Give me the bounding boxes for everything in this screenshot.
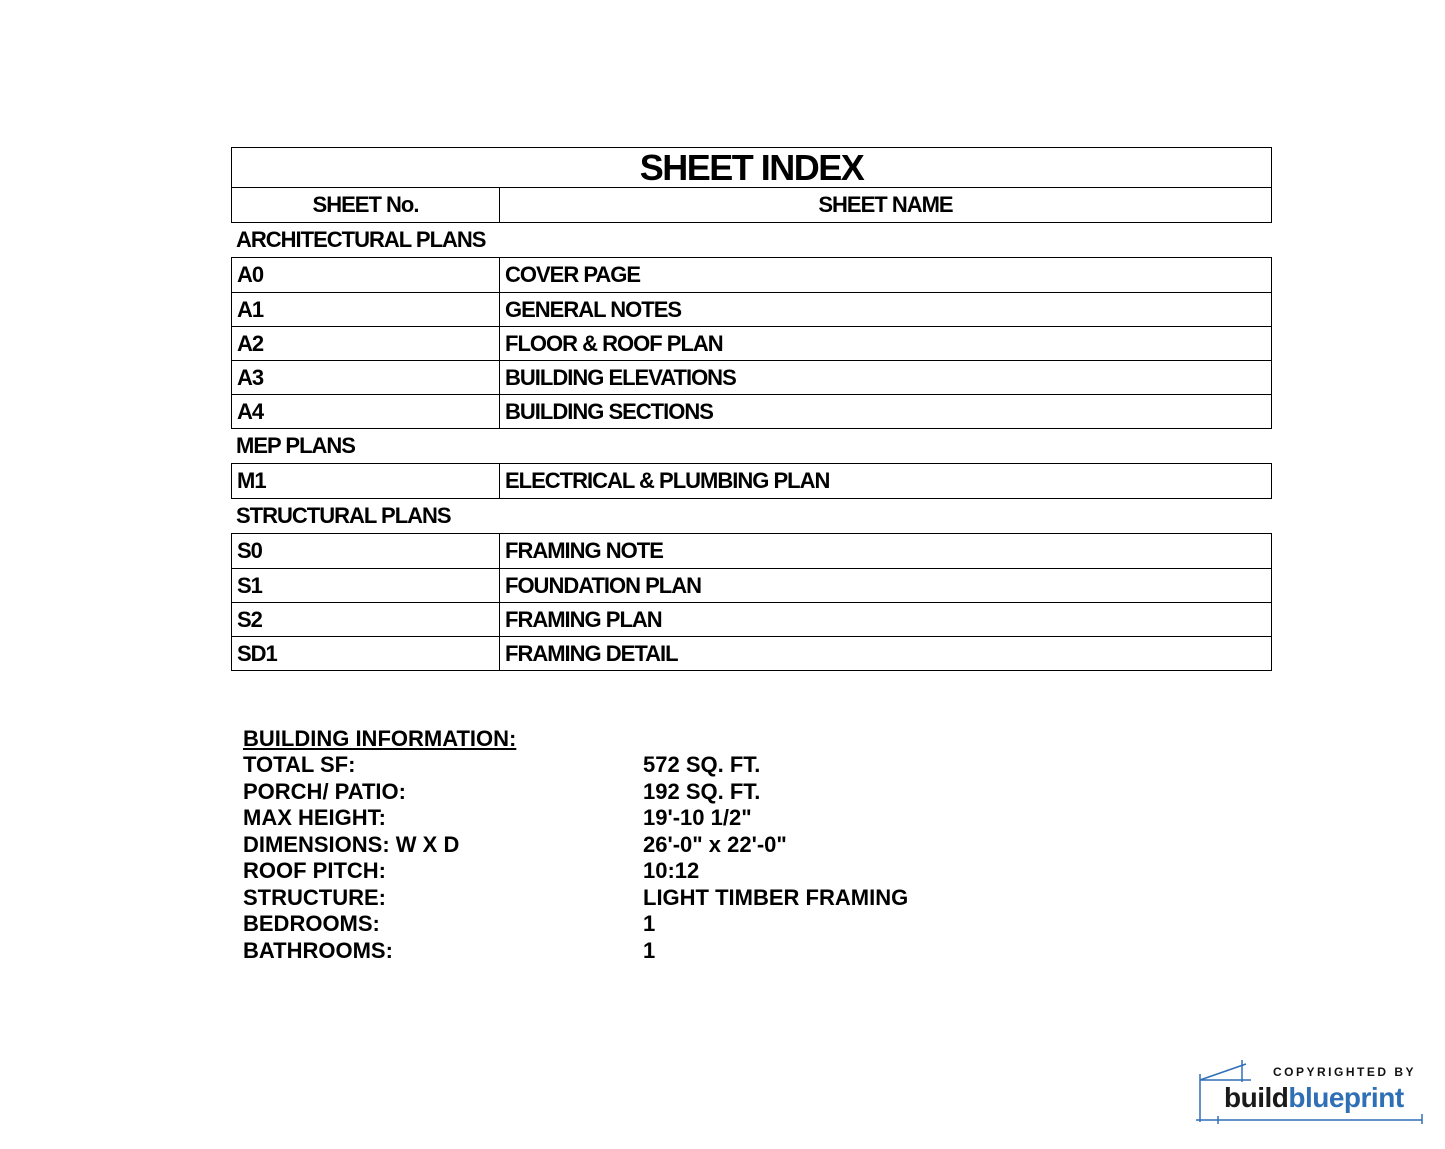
sheet-name-cell: FOUNDATION PLAN [505, 572, 702, 598]
info-value: LIGHT TIMBER FRAMING [643, 884, 909, 910]
info-label: PORCH/ PATIO: [243, 778, 406, 804]
sheet-no-cell: M1 [232, 464, 500, 498]
sheet-name-cell: FLOOR & ROOF PLAN [505, 330, 723, 356]
table-row [232, 534, 1271, 568]
table-row [232, 258, 1271, 292]
sheet-name-cell: ELECTRICAL & PLUMBING PLAN [505, 468, 830, 493]
table-row [232, 464, 1271, 498]
header-sheet-no: SHEET No. [232, 188, 500, 222]
info-value: 19'-10 1/2" [643, 805, 752, 830]
info-row [243, 858, 908, 885]
table-row [232, 292, 1271, 326]
sheet-name-cell: BUILDING ELEVATIONS [505, 364, 736, 390]
sheet-no-cell: A0 [232, 258, 500, 292]
info-row [243, 911, 908, 938]
info-row [243, 832, 908, 859]
sheet-name-cell: FRAMING NOTE [505, 538, 663, 563]
info-label: STRUCTURE: [243, 884, 386, 910]
sheet-index-header [231, 188, 1272, 223]
sheet-name-cell: BUILDING SECTIONS [505, 398, 713, 424]
group-label-structural: STRUCTURAL PLANS [236, 503, 451, 528]
header-sheet-name: SHEET NAME [818, 192, 953, 217]
info-label: ROOF PITCH: [243, 858, 386, 883]
info-label: BATHROOMS: [243, 937, 393, 963]
buildblueprint-logo [1196, 1060, 1424, 1124]
info-row [243, 752, 908, 779]
table-row [232, 602, 1271, 636]
logo-copyright-text: COPYRIGHTED BY [1272, 1065, 1416, 1079]
logo-word-blueprint: blueprint [1288, 1082, 1404, 1113]
building-info-title: BUILDING INFORMATION: [243, 726, 517, 751]
info-row [243, 885, 908, 912]
info-value: 1 [643, 911, 656, 936]
group-table-mep [231, 463, 1272, 499]
sheet-index-title: SHEET INDEX [231, 147, 1272, 188]
sheet-index-table [231, 147, 1272, 671]
building-information [243, 725, 908, 964]
info-label: TOTAL SF: [243, 752, 356, 777]
sheet-no-cell: A3 [232, 361, 500, 394]
group-table-architectural [231, 257, 1272, 429]
info-label: DIMENSIONS: W X D [243, 831, 460, 857]
sheet-name-cell: GENERAL NOTES [505, 296, 682, 322]
group-table-structural [231, 533, 1272, 671]
sheet-no-cell: S1 [232, 569, 500, 602]
table-row [232, 568, 1271, 602]
group-label-mep: MEP PLANS [236, 433, 355, 458]
sheet-no-cell: SD1 [232, 637, 500, 670]
sheet-name-cell: FRAMING DETAIL [505, 640, 678, 666]
info-label: MAX HEIGHT: [243, 805, 386, 830]
info-value: 192 SQ. FT. [643, 778, 761, 804]
info-row [243, 938, 908, 965]
sheet-name-cell: COVER PAGE [505, 262, 641, 287]
info-value: 572 SQ. FT. [643, 752, 761, 777]
logo-wordmark [1224, 1082, 1404, 1114]
info-value: 1 [643, 937, 656, 963]
sheet-name-cell: FRAMING PLAN [505, 606, 662, 632]
info-value: 26'-0" x 22'-0" [643, 831, 787, 857]
sheet-no-cell: A2 [232, 327, 500, 360]
group-label-architectural: ARCHITECTURAL PLANS [236, 227, 486, 252]
info-value: 10:12 [643, 858, 700, 883]
info-label: BEDROOMS: [243, 911, 380, 936]
sheet-no-cell: S2 [232, 603, 500, 636]
table-row [232, 326, 1271, 360]
table-row [232, 636, 1271, 670]
sheet-no-cell: A4 [232, 395, 500, 428]
info-row [243, 805, 908, 832]
sheet-no-cell: A1 [232, 293, 500, 326]
sheet-no-cell: S0 [232, 534, 500, 568]
table-row [232, 394, 1271, 428]
table-row [232, 360, 1271, 394]
logo-word-build: build [1224, 1082, 1289, 1113]
info-row [243, 779, 908, 806]
